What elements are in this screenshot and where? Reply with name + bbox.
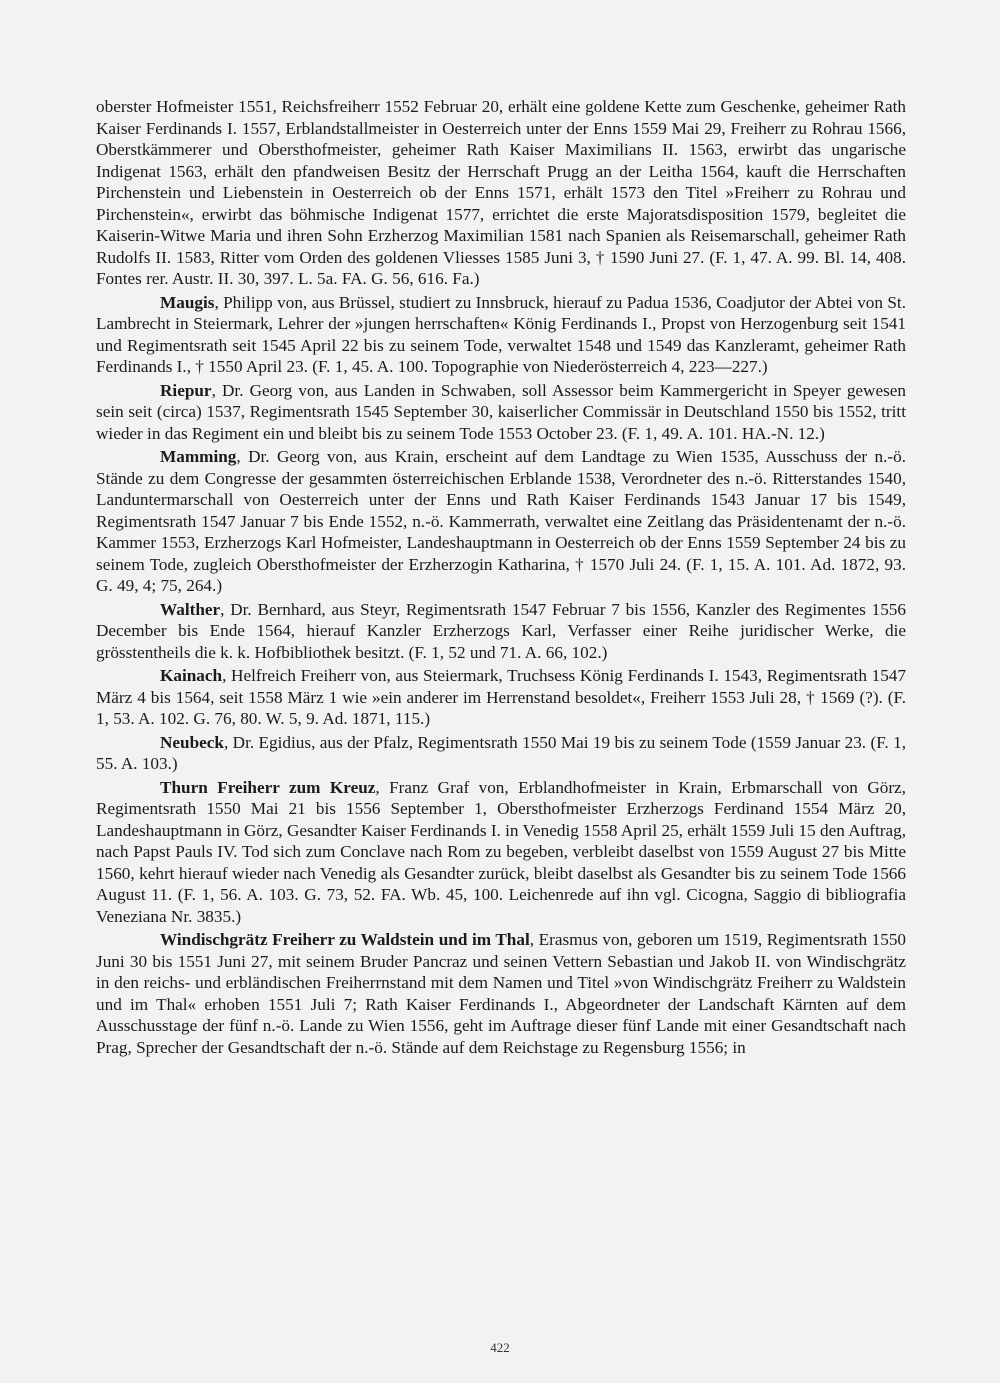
entry-riepur [96, 380, 906, 445]
entry-name: Kainach [160, 666, 223, 685]
entry-text: , Dr. Georg von, aus Landen in Schwaben, soll Assessor beim Kammergericht in Speyer gewesen sein seit (circa) 1537, Regimentsrath 1545 September 30, kaiserlicher Commissär in Deutschland 1550 bis 1552, tritt wieder in das Regiment ein und bleibt bis zu seinem Tode 1553 October 23. (F. 1, 49. A. 101. HA.-N. 12.) [96, 380, 906, 443]
entry-text: , Dr. Georg von, aus Krain, erscheint auf dem Landtage zu Wien 1535, Ausschuss der n.-ö. Stände zu dem Congresse der gesammten österreichischen Erblande 1538, Verordneter des n.-ö. Ritterstandes 1540, Landuntermarschall von Oesterreich unter der Enns und Rath Kaiser Ferdinands 1543 Januar 17 bis 1549, Regimentsrath 1547 Januar 7 bis Ende 1552, n.-ö. Kammerrath, verwaltet eine Zeitlang das Präsidentenamt der n.-ö. Kammer 1553, Erzherzogs Karl Hofmeister, Landeshauptmann in Oesterreich ob der Enns 1559 September 24 bis zu seinem Tode, zugleich Obersthofmeister der Erzherzogin Katharina, † 1570 Juli 24. (F. 1, 15. A. 101. Ad. 1872, 93. G. 49, 4; 75, 264.) [96, 447, 906, 595]
entry-text: , Philipp von, aus Brüssel, studiert zu Innsbruck, hierauf zu Padua 1536, Coadjutor der Abtei von St. Lambrecht in Steiermark, Lehrer der »jungen herrschaften« König Ferdinands I., Propst von Herzogenburg seit 1541 und Regimentsrath seit 1545 April 22 bis zu seinem Tode, verwaltet 1548 und 1549 das Kanzleramt, geheimer Rath Ferdinands I., † 1550 April 23. (F. 1, 45. A. 100. Topographie von Niederösterreich 4, 223—227.) [96, 292, 906, 376]
entry-name: Riepur [160, 380, 212, 400]
entry-neubeck [96, 732, 906, 775]
entry-text: , Erasmus von, geboren um 1519, Regimentsrath 1550 Juni 30 bis 1551 Juni 27, mit seinem Bruder Pancraz und seinen Vettern Sebastian und Jakob II. von Windischgrätz in den reichs- und erbländischen Freiherrnstand mit dem Namen und Titel »von Windischgrätz Freiherr zu Waldstein und im Thal« erhoben 1551 Juli 7; Rath Kaiser Ferdinands I., Abgeordneter der Landschaft Kärnten auf dem Ausschusstage der fünf n.-ö. Lande zu Wien 1556, geht im Auftrage dieser fünf Lande mit einer Gesandtschaft nach Prag, Sprecher der Gesandtschaft der n.-ö. Stände auf dem Reichstage zu Regensburg 1556; in [96, 930, 906, 1057]
entry-name: Thurn Freiherr zum Kreuz [160, 777, 376, 797]
entry-name: Neubeck [160, 732, 224, 752]
entry-windischgraetz [96, 929, 906, 1058]
entry-text: , Helfreich Freiherr von, aus Steiermark, Truchsess König Ferdinands I. 1543, Regimentsrath 1547 März 4 bis 1564, seit 1558 März 1 wie »ein anderer im Herrenstand besoldet«, Freiherr 1553 Juli 28, † 1569 (?). (F. 1, 53. A. 102. G. 76, 80. W. 5, 9. Ad. 1871, 115.) [96, 666, 906, 728]
entry-maugis [96, 292, 906, 378]
entry-name: Walther [160, 599, 221, 619]
entry-text: , Dr. Bernhard, aus Steyr, Regimentsrath 1547 Februar 7 bis 1556, Kanzler des Regimentes 1556 December bis Ende 1564, hierauf Kanzler Erzherzogs Karl, Verfasser einer Reihe juridischer Werke, die grösstentheils die k. k. Hofbibliothek besitzt. (F. 1, 52 und 71. A. 66, 102.) [96, 599, 906, 662]
entry-text: , Franz Graf von, Erblandhofmeister in Krain, Erbmarschall von Görz, Regimentsrath 1550 Mai 21 bis 1556 September 1, Obersthofmeister Erzherzogs Ferdinand 1554 März 20, Landeshauptmann in Görz, Gesandter Kaiser Ferdinands I. in Venedig 1558 April 25, erhält 1559 Juli 15 den Auftrag, nach Papst Pauls IV. Tod sich zum Conclave nach Rom zu begeben, verbleibt daselbst von 1559 August 27 bis Mitte 1560, kehrt hierauf wieder nach Venedig als Gesandter zurück, bleibt daselbst als Gesandter bis zu seinem Tode 1566 August 11. (F. 1, 56. A. 103. G. 73, 52. FA. Wb. 45, 100. Leichenrede auf ihn vgl. Cicogna, Saggio di bibliografia Veneziana Nr. 3835.) [96, 777, 906, 926]
entry-mamming [96, 446, 906, 597]
entry-thurn [96, 777, 906, 928]
entry-kainach [96, 665, 906, 730]
entry-name: Maugis [160, 292, 215, 312]
entry-continuation: oberster Hofmeister 1551, Reichsfreiherr 1552 Februar 20, erhält eine goldene Kette zum Geschenke, geheimer Rath Kaiser Ferdinands I. 1557, Erblandstallmeister in Oesterreich unter der Enns 1559 Mai 29, Freiherr zu Rohrau 1566, Oberstkämmerer und Obersthofmeister, geheimer Rath Kaiser Maximilians II. 1563, erwirbt das ungarische Indigenat 1563, erhält den pfandweisen Besitz der Herrschaft Prugg an der Leitha 1564, kauft die Herrschaften Pirchenstein und Liebenstein in Oesterreich ob der Enns 1571, erhält 1573 den Titel »Freiherr zu Rohrau und Pirchenstein«, erwirbt das böhmische Indigenat 1577, errichtet die erste Majoratsdisposition 1579, begleitet die Kaiserin-Witwe Maria und ihren Sohn Erzherzog Maximilian 1581 nach Spanien als Reisemarschall, geheimer Rath Rudolfs II. 1583, Ritter vom Orden des goldenen Vliesses 1585 Juni 3, † 1590 Juni 27. (F. 1, 47. A. 99. Bl. 14, 408. Fontes rer. Austr. II. 30, 397. L. 5a. FA. G. 56, 616. Fa.) [96, 97, 906, 288]
page-number: 422 [490, 1340, 510, 1355]
document-page [96, 96, 906, 1296]
entry-text: , Dr. Egidius, aus der Pfalz, Regimentsrath 1550 Mai 19 bis zu seinem Tode (1559 Januar 23. (F. 1, 55. A. 103.) [96, 732, 906, 773]
entry-name: Mamming [160, 447, 237, 466]
entry-walther [96, 599, 906, 664]
entry-name: Windischgrätz Freiherr zu Waldstein und im Thal [160, 930, 530, 949]
